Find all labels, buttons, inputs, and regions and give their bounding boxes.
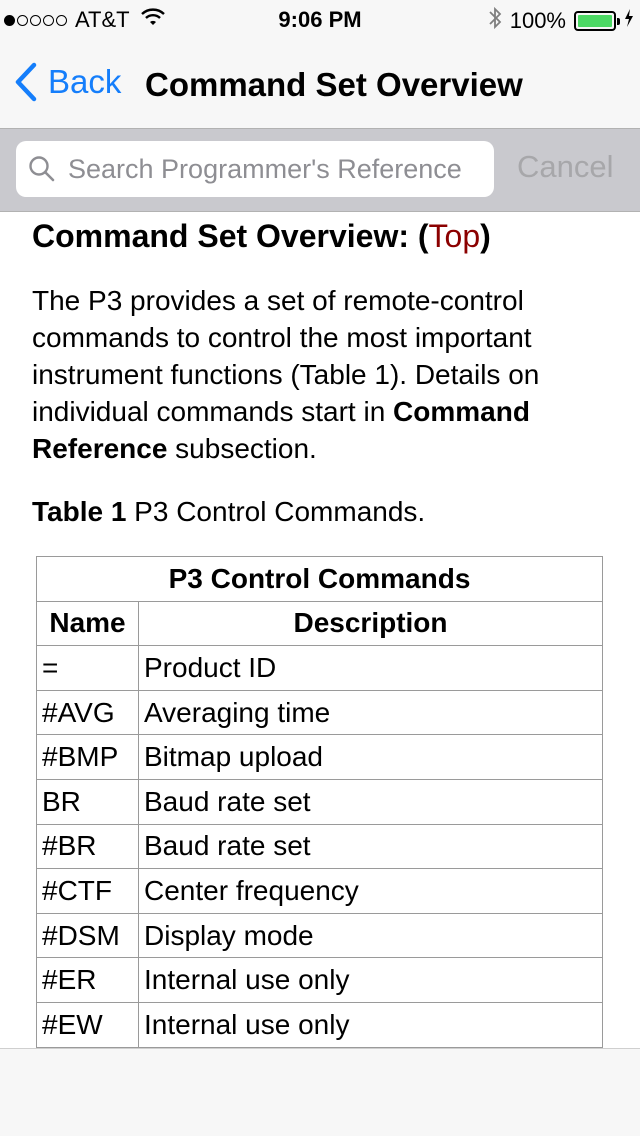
intro-text-end: subsection. <box>167 433 317 464</box>
command-description-cell: Center frequency <box>139 869 603 914</box>
caption-text: P3 Control Commands. <box>126 496 426 527</box>
back-button[interactable] <box>14 62 121 102</box>
table-header-row <box>37 601 603 646</box>
search-field[interactable] <box>16 141 494 197</box>
section-heading <box>32 218 491 255</box>
search-icon <box>28 155 56 183</box>
navigation-bar <box>0 40 640 128</box>
status-right <box>488 6 634 36</box>
command-description-cell: Internal use only <box>139 958 603 1003</box>
battery-icon <box>574 11 616 31</box>
command-description-cell: Baud rate set <box>139 824 603 869</box>
bottom-toolbar <box>0 1048 640 1136</box>
command-description-cell: Baud rate set <box>139 779 603 824</box>
table-row <box>37 735 603 780</box>
command-name-cell: BR <box>37 779 139 824</box>
command-name-cell: #CTF <box>37 869 139 914</box>
table-row <box>37 779 603 824</box>
table-body <box>37 646 603 1047</box>
command-name-cell: #BR <box>37 824 139 869</box>
bluetooth-icon <box>488 6 502 36</box>
table-row <box>37 646 603 691</box>
intro-text: The P3 provides a set of remote-control commands to control the most important instrument functions (Table 1). Details on individual commands start in <box>32 285 540 427</box>
intro-paragraph <box>32 282 612 467</box>
table-title: P3 Control Commands <box>37 557 603 602</box>
cancel-button[interactable]: Cancel <box>517 149 614 184</box>
carrier-name: AT&T <box>75 7 130 32</box>
command-description-cell: Internal use only <box>139 1002 603 1047</box>
command-name-cell: #ER <box>37 958 139 1003</box>
column-header-description: Description <box>139 601 603 646</box>
search-input[interactable] <box>68 154 488 185</box>
column-header-name: Name <box>37 601 139 646</box>
back-label: Back <box>48 63 122 100</box>
table-row <box>37 869 603 914</box>
command-name-cell: #BMP <box>37 735 139 780</box>
caption-label: Table 1 <box>32 496 127 527</box>
heading-close: ) <box>480 218 491 254</box>
search-bar <box>0 128 640 212</box>
command-description-cell: Bitmap upload <box>139 735 603 780</box>
chevron-left-icon <box>14 62 38 102</box>
battery-fill <box>578 15 612 27</box>
command-description-cell: Averaging time <box>139 690 603 735</box>
table-caption <box>32 496 425 528</box>
command-description-cell: Product ID <box>139 646 603 691</box>
battery-percent: 100% <box>509 8 566 33</box>
command-name-cell: #DSM <box>37 913 139 958</box>
command-description-cell: Display mode <box>139 913 603 958</box>
table-row <box>37 913 603 958</box>
commands-table <box>36 556 603 1048</box>
command-name-cell: #AVG <box>37 690 139 735</box>
command-name-cell: = <box>37 646 139 691</box>
command-reference-text: Command Reference <box>32 396 530 464</box>
command-name-cell: #EW <box>37 1002 139 1047</box>
nav-title: Command Set Overview <box>145 66 523 103</box>
charging-bolt-icon <box>624 8 634 34</box>
status-bar <box>0 0 640 40</box>
heading-text: Command Set Overview: ( <box>32 218 429 254</box>
table-row <box>37 824 603 869</box>
table-row <box>37 690 603 735</box>
table-row <box>37 958 603 1003</box>
table-title-row <box>37 557 603 602</box>
table-row <box>37 1002 603 1047</box>
status-time: 9:06 PM <box>278 7 362 32</box>
reference-content[interactable] <box>0 212 640 1048</box>
top-link[interactable]: Top <box>428 218 481 254</box>
